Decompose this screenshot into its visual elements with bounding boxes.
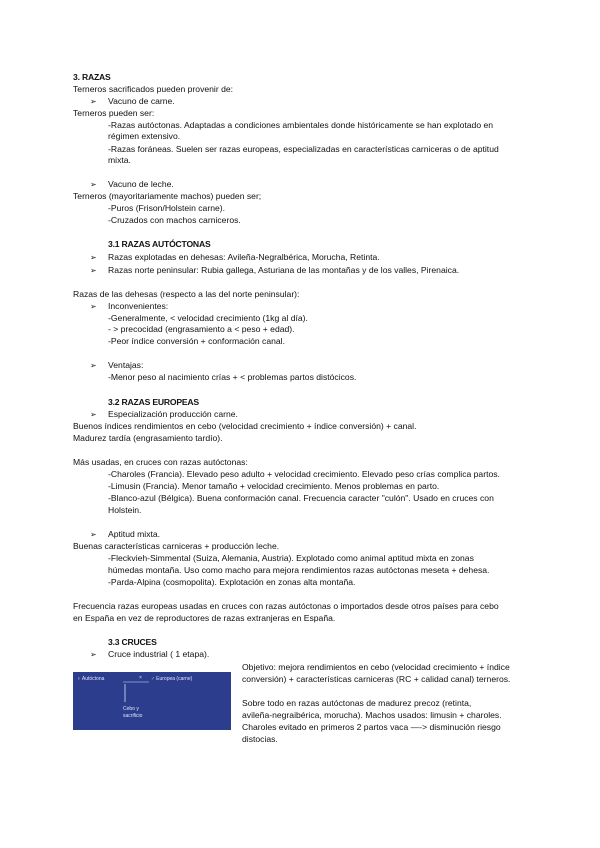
text-line: Razas de las dehesas (respecto a las del norte peninsular):: [73, 289, 300, 299]
bullet-text: Cruce industrial ( 1 etapa).: [108, 649, 210, 659]
text-line: conversión) + características carniceras (RC + calidad canal) terneros.: [242, 674, 511, 684]
text-line: -Charoles (Francia). Elevado peso adulto + velocidad crecimiento. Elevado peso crías complica partos.: [108, 469, 500, 479]
diagram-label-female: ♀ Autóctona: [77, 676, 105, 682]
bullet-text: Vacuno de carne.: [108, 96, 175, 106]
diagram-label-male: ♂ Europea (carne): [151, 676, 193, 682]
bullet-text: Aptitud mixta.: [108, 529, 161, 539]
text-line: Buenas características carniceras + producción leche.: [73, 541, 280, 551]
bullet-arrow-icon: ➢: [90, 253, 97, 262]
text-line: -Fleckvieh-Simmental (Suiza, Alemania, Austria). Explotado como animal aptitud mixta en zonas: [108, 553, 474, 563]
bullet-arrow-icon: ➢: [90, 650, 97, 659]
bullet-text: Vacuno de leche.: [108, 179, 174, 189]
diagram-label-result: Cebo y: [123, 706, 139, 712]
text-line: -Cruzados con machos carniceros.: [108, 215, 241, 225]
section-3-title: 3. RAZAS: [73, 72, 111, 82]
text-line: Frecuencia razas europeas usadas en cruces con razas autóctonas o importados desde otros países para cebo: [73, 601, 499, 611]
text-line: -Generalmente, < velocidad crecimiento (1kg al día).: [108, 313, 308, 323]
bullet-text: Razas explotadas en dehesas: Avileña-Negralbérica, Morucha, Retinta.: [108, 252, 380, 262]
diagram-label-result: sacrificio: [123, 713, 143, 719]
text-line: Buenos índices rendimientos en cebo (velocidad crecimiento + índice conversión) + canal.: [73, 421, 417, 431]
section-3-2-title: 3.2 RAZAS EUROPEAS: [108, 397, 199, 407]
text-line: -Puros (Frison/Holstein carne).: [108, 203, 226, 213]
text-line: -Peor índice conversión + conformación canal.: [108, 336, 285, 346]
bullet-text: Razas norte peninsular: Rubia gallega, Asturiana de las montañas y de los valles, Pirenaica.: [108, 265, 460, 275]
text-line: Terneros pueden ser:: [73, 108, 155, 118]
bullet-arrow-icon: ➢: [90, 180, 97, 189]
text-line: -Menor peso al nacimiento crías + < problemas partos distócicos.: [108, 372, 357, 382]
text-line: -Limusin (Francia). Menor tamaño + velocidad crecimiento. Menos problemas en parto.: [108, 481, 440, 491]
text-line: en España en vez de reproductores de razas extranjeras en España.: [73, 613, 336, 623]
section-3-1-title: 3.1 RAZAS AUTÓCTONAS: [108, 239, 211, 249]
text-line: Madurez tardía (engrasamiento tardío).: [73, 433, 223, 443]
text-line: -Razas autóctonas. Adaptadas a condiciones ambientales donde históricamente se han explotado en: [108, 120, 494, 130]
text-line: -Blanco-azul (Bélgica). Buena conformación canal. Frecuencia caracter "culón". Usado en cruces con: [108, 493, 494, 503]
bullet-text: Ventajas:: [108, 360, 144, 370]
text-line: -Razas foráneas. Suelen ser razas europeas, especializadas en características carniceras o de aptitud: [108, 144, 499, 154]
text-line: Charoles evitado en primeros 2 partos vaca —-> disminución riesgo: [242, 722, 501, 732]
text-line: mixta.: [108, 155, 131, 165]
text-line: avileña-negraibérica, morucha). Machos usados: limusin + charoles.: [242, 710, 502, 720]
text-line: -Parda-Alpina (cosmopolita). Explotación en zonas alta montaña.: [108, 577, 356, 587]
diagram-cross-symbol: ×: [139, 675, 142, 681]
text-line: Objetivo: mejora rendimientos en cebo (velocidad crecimiento + índice: [242, 662, 510, 672]
text-line: Sobre todo en razas autóctonas de madurez precoz (retinta,: [242, 698, 472, 708]
text-line: régimen extensivo.: [108, 131, 181, 141]
bullet-text: Especialización producción carne.: [108, 409, 238, 419]
bullet-arrow-icon: ➢: [90, 530, 97, 539]
text-line: Terneros sacrificados pueden provenir de:: [73, 84, 234, 94]
text-line: Holstein.: [108, 505, 142, 515]
bullet-arrow-icon: ➢: [90, 361, 97, 370]
text-line: Terneros (mayoritariamente machos) pueden ser;: [73, 191, 262, 201]
text-line: húmedas montaña. Uso como macho para mejora rendimientos razas autóctonas meseta + dehesa.: [108, 565, 490, 575]
bullet-arrow-icon: ➢: [90, 410, 97, 419]
bullet-arrow-icon: ➢: [90, 97, 97, 106]
text-line: - > precocidad (engrasamiento a < peso + edad).: [108, 324, 295, 334]
text-line: Más usadas, en cruces con razas autóctonas:: [73, 457, 248, 467]
bullet-arrow-icon: ➢: [90, 302, 97, 311]
section-3-3-title: 3.3 CRUCES: [108, 637, 157, 647]
bullet-arrow-icon: ➢: [90, 266, 97, 275]
text-line: distocias.: [242, 734, 278, 744]
bullet-text: Inconvenientes:: [108, 301, 169, 311]
crossbreeding-diagram: [73, 672, 231, 730]
